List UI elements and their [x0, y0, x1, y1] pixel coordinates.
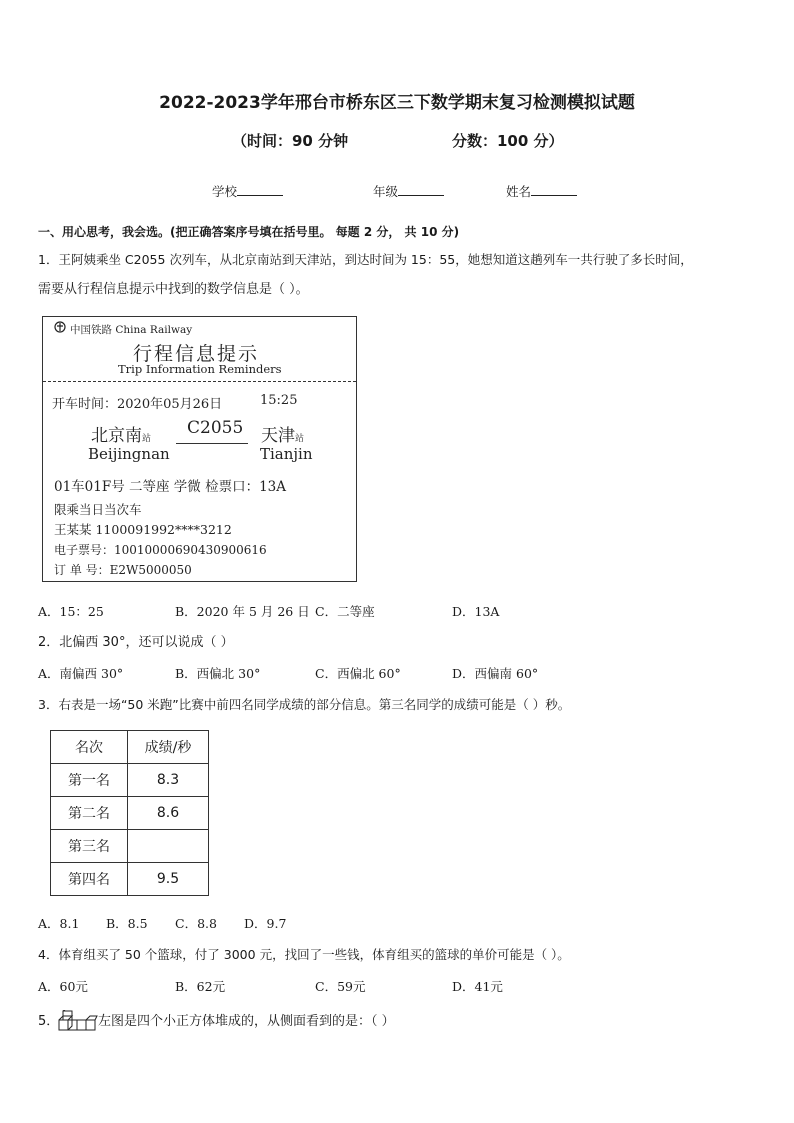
- grade-blank[interactable]: [398, 183, 444, 196]
- ticket-depart-time: 15:25: [260, 393, 298, 408]
- school-label: 学校: [212, 184, 238, 199]
- ticket-to: 天津站: [261, 426, 305, 446]
- ticket-logo-text: 中国铁路 China Railway: [70, 324, 193, 336]
- question-1-line1: 1．王阿姨乘坐 C2055 次列车，从北京南站到天津站，到达时间为 15：55，她想知道这趟列车一共行驶了多长时间，: [38, 252, 693, 267]
- score-table: [50, 730, 209, 896]
- question-2: 2．北偏西 30°，还可以说成（ ）: [38, 635, 234, 650]
- q1-option-a[interactable]: A．15：25: [38, 604, 104, 619]
- table-cell: 第二名: [51, 797, 128, 830]
- train-arrow-line: [176, 443, 248, 444]
- grade-field[interactable]: [373, 182, 444, 200]
- q1-option-c[interactable]: C．二等座: [315, 604, 375, 619]
- grade-label: 年级: [373, 184, 399, 199]
- ticket-from: 北京南站: [91, 426, 152, 446]
- exam-score: 分数：100 分）: [452, 132, 564, 150]
- ticket-note: 限乘当日当次车: [54, 502, 142, 517]
- page-title: 2022-2023学年邢台市桥东区三下数学期末复习检测模拟试题: [159, 93, 635, 113]
- name-label: 姓名: [506, 184, 532, 199]
- q2-option-c[interactable]: C．西偏北 60°: [315, 666, 401, 681]
- table-header-cell: 名次: [51, 731, 128, 764]
- q1-option-d[interactable]: D．13A: [452, 604, 500, 619]
- ticket-seat: 01车01F号 二等座 学微 检票口：13A: [54, 479, 287, 495]
- q2-option-a[interactable]: A．南偏西 30°: [38, 666, 124, 681]
- ticket-train-no: C2055: [187, 418, 244, 438]
- q3-option-a[interactable]: A．8.1: [38, 916, 80, 931]
- table-cell: 第一名: [51, 764, 128, 797]
- ticket-heading: 行程信息提示: [133, 343, 260, 365]
- table-cell: [128, 830, 209, 863]
- ticket-order: 订 单 号：E2W5000050: [54, 563, 192, 577]
- table-cell: 第三名: [51, 830, 128, 863]
- q2-option-b[interactable]: B．西偏北 30°: [175, 666, 261, 681]
- school-blank[interactable]: [237, 183, 283, 196]
- ticket-to-en: Tianjin: [260, 445, 313, 463]
- table-cell: 9.5: [128, 863, 209, 896]
- ticket-depart: 开车时间：2020年05月26日: [52, 397, 223, 412]
- name-blank[interactable]: [531, 183, 577, 196]
- ticket-passenger: 王某某 1100091992****3212: [54, 522, 232, 537]
- table-row: [51, 863, 209, 896]
- question-3: 3．右表是一场“50 米跑”比赛中前四名同学成绩的部分信息。第三名同学的成绩可能是（ ）秒。: [38, 697, 571, 712]
- section-heading: 一、用心思考，我会选。(把正确答案序号填在括号里。 每题 2 分， 共 10 分): [38, 225, 460, 239]
- school-field[interactable]: [212, 182, 283, 200]
- table-cell: 8.6: [128, 797, 209, 830]
- q3-option-c[interactable]: C．8.8: [175, 916, 217, 931]
- q2-option-d[interactable]: D．西偏南 60°: [452, 666, 539, 681]
- ticket-from-en: Beijingnan: [88, 445, 170, 463]
- cube-stack-icon: [58, 1010, 98, 1032]
- ticket-image: [42, 316, 357, 582]
- q1-option-b[interactable]: B．2020 年 5 月 26 日: [175, 604, 310, 619]
- ticket-eticket: 电子票号：10010000690430900616: [54, 543, 267, 557]
- q4-option-a[interactable]: A．60元: [38, 979, 88, 994]
- table-header-row: [51, 731, 209, 764]
- name-field[interactable]: [506, 182, 577, 200]
- table-row: [51, 797, 209, 830]
- question-4: 4．体育组买了 50 个篮球，付了 3000 元，找回了一些钱，体育组买的篮球的单价可能是（ ）。: [38, 947, 570, 962]
- table-row: [51, 830, 209, 863]
- question-5-prefix: 5．: [38, 1014, 60, 1029]
- q4-option-b[interactable]: B．62元: [175, 979, 226, 994]
- ticket-heading-en: Trip Information Reminders: [118, 362, 282, 376]
- question-1-line2: 需要从行程信息提示中找到的数学信息是（ ）。: [38, 282, 309, 297]
- q3-option-d[interactable]: D．9.7: [244, 916, 287, 931]
- q3-option-b[interactable]: B．8.5: [106, 916, 148, 931]
- q4-option-c[interactable]: C．59元: [315, 979, 366, 994]
- table-header-cell: 成绩/秒: [128, 731, 209, 764]
- ticket-divider: [43, 381, 356, 382]
- table-cell: 8.3: [128, 764, 209, 797]
- q4-option-d[interactable]: D．41元: [452, 979, 503, 994]
- exam-time: （时间：90 分钟: [232, 132, 349, 150]
- table-cell: 第四名: [51, 863, 128, 896]
- table-row: [51, 764, 209, 797]
- question-5: 左图是四个小正方体堆成的，从侧面看到的是：（ ）: [98, 1014, 395, 1029]
- railway-logo-icon: [54, 321, 66, 334]
